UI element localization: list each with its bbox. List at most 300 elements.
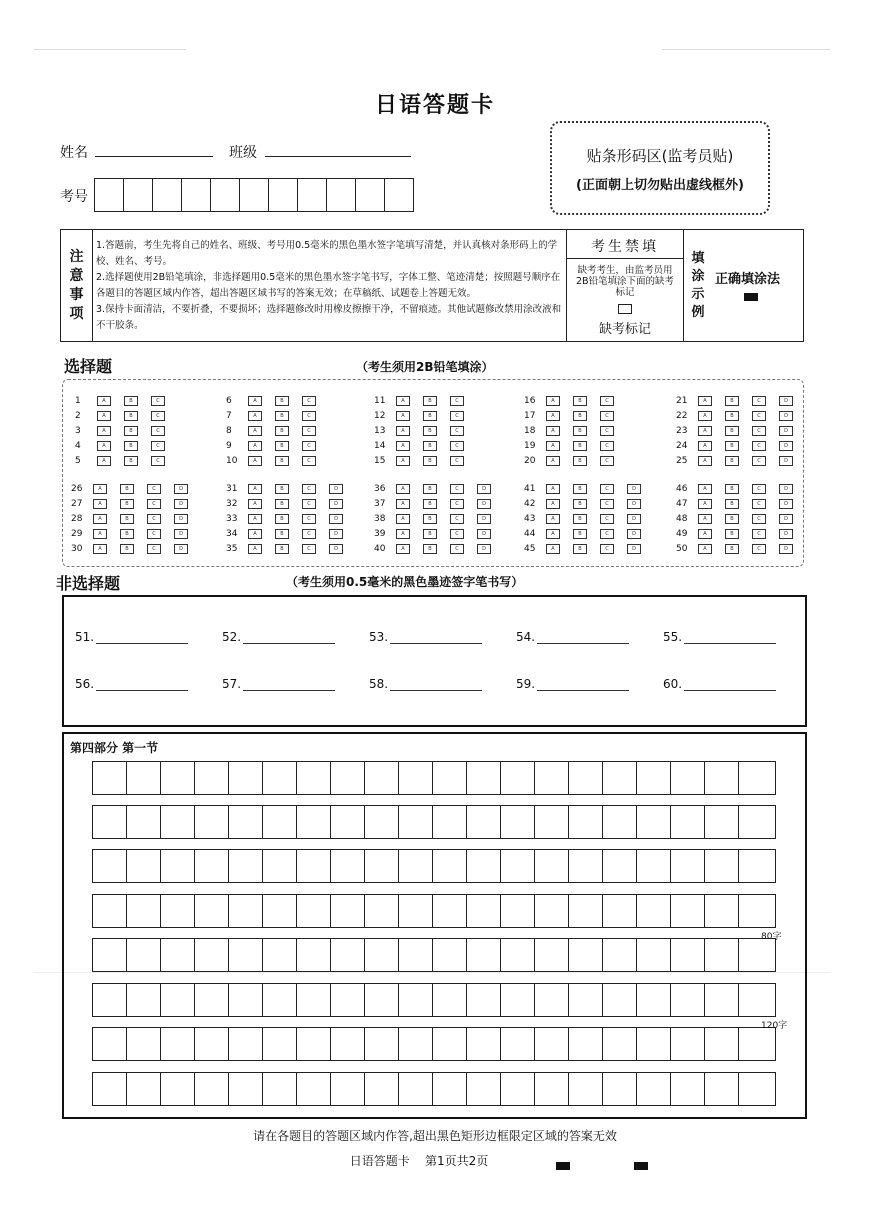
option-b-bubble[interactable]: B [573,441,587,451]
option-c-bubble[interactable]: C [147,499,161,509]
option-b-bubble[interactable]: B [423,411,437,421]
essay-cell[interactable] [195,939,229,971]
essay-cell[interactable] [331,984,365,1016]
essay-cell[interactable] [501,895,535,927]
essay-cell[interactable] [331,806,365,838]
essay-cell[interactable] [331,762,365,794]
option-d-bubble[interactable]: D [174,484,188,494]
essay-cell[interactable] [705,806,739,838]
essay-cell[interactable] [161,806,195,838]
answer-blank-56[interactable] [75,677,188,691]
answer-blank-59[interactable] [516,677,629,691]
essay-cell[interactable] [229,939,263,971]
essay-cell[interactable] [161,762,195,794]
option-a-bubble[interactable]: A [698,426,712,436]
essay-cell[interactable] [671,939,705,971]
option-c-bubble[interactable]: C [302,411,316,421]
essay-cell[interactable] [637,806,671,838]
option-c-bubble[interactable]: C [600,426,614,436]
option-a-bubble[interactable]: A [97,441,111,451]
option-b-bubble[interactable]: B [275,514,289,524]
option-b-bubble[interactable]: B [725,426,739,436]
essay-cell[interactable] [93,939,127,971]
essay-cell[interactable] [331,850,365,882]
option-c-bubble[interactable]: C [450,426,464,436]
essay-cell[interactable] [569,1028,603,1060]
essay-cell[interactable] [671,1028,705,1060]
option-a-bubble[interactable]: A [698,411,712,421]
essay-cell[interactable] [467,1073,501,1105]
option-b-bubble[interactable]: B [423,396,437,406]
option-a-bubble[interactable]: A [248,441,262,451]
option-d-bubble[interactable]: D [627,529,641,539]
option-d-bubble[interactable]: D [627,544,641,554]
option-a-bubble[interactable]: A [698,529,712,539]
essay-cell[interactable] [467,806,501,838]
option-c-bubble[interactable]: C [752,441,766,451]
option-a-bubble[interactable]: A [93,514,107,524]
option-c-bubble[interactable]: C [600,441,614,451]
option-b-bubble[interactable]: B [423,499,437,509]
option-a-bubble[interactable]: A [546,411,560,421]
essay-cell[interactable] [603,806,637,838]
essay-cell[interactable] [195,806,229,838]
essay-cell[interactable] [399,806,433,838]
essay-cell[interactable] [161,1073,195,1105]
essay-cell[interactable] [637,895,671,927]
essay-cell[interactable] [603,984,637,1016]
essay-cell[interactable] [739,895,772,927]
option-b-bubble[interactable]: B [275,484,289,494]
essay-cell[interactable] [229,850,263,882]
option-a-bubble[interactable]: A [396,411,410,421]
option-b-bubble[interactable]: B [124,456,138,466]
answer-line[interactable] [96,678,188,691]
option-d-bubble[interactable]: D [779,484,793,494]
option-b-bubble[interactable]: B [275,426,289,436]
essay-cell[interactable] [433,1073,467,1105]
option-c-bubble[interactable]: C [302,514,316,524]
essay-cell[interactable] [127,762,161,794]
essay-cell[interactable] [637,1073,671,1105]
option-b-bubble[interactable]: B [573,456,587,466]
essay-cell[interactable] [127,984,161,1016]
option-b-bubble[interactable]: B [725,411,739,421]
option-b-bubble[interactable]: B [275,411,289,421]
essay-cell[interactable] [127,806,161,838]
option-c-bubble[interactable]: C [151,426,165,436]
option-c-bubble[interactable]: C [752,396,766,406]
essay-cell[interactable] [399,895,433,927]
option-b-bubble[interactable]: B [423,456,437,466]
answer-line[interactable] [390,631,482,644]
essay-cell[interactable] [331,939,365,971]
option-d-bubble[interactable]: D [174,544,188,554]
option-b-bubble[interactable]: B [725,514,739,524]
option-b-bubble[interactable]: B [124,441,138,451]
essay-cell[interactable] [263,939,297,971]
option-c-bubble[interactable]: C [600,456,614,466]
option-b-bubble[interactable]: B [423,529,437,539]
answer-blank-60[interactable] [663,677,776,691]
option-c-bubble[interactable]: C [600,514,614,524]
essay-cell[interactable] [603,762,637,794]
option-c-bubble[interactable]: C [147,514,161,524]
essay-cell[interactable] [603,895,637,927]
option-c-bubble[interactable]: C [600,544,614,554]
essay-cell[interactable] [399,762,433,794]
class-field[interactable] [265,156,411,157]
option-d-bubble[interactable]: D [329,544,343,554]
essay-cell[interactable] [535,1028,569,1060]
essay-cell[interactable] [93,1028,127,1060]
option-a-bubble[interactable]: A [396,514,410,524]
essay-cell[interactable] [501,806,535,838]
essay-cell[interactable] [739,1073,772,1105]
essay-cell[interactable] [535,939,569,971]
essay-cell[interactable] [365,1028,399,1060]
essay-cell[interactable] [399,1028,433,1060]
option-d-bubble[interactable]: D [477,499,491,509]
essay-cell[interactable] [705,984,739,1016]
option-d-bubble[interactable]: D [329,514,343,524]
option-c-bubble[interactable]: C [147,544,161,554]
essay-cell[interactable] [535,895,569,927]
option-c-bubble[interactable]: C [450,544,464,554]
answer-blank-58[interactable] [369,677,482,691]
essay-cell[interactable] [297,984,331,1016]
essay-cell[interactable] [195,895,229,927]
option-a-bubble[interactable]: A [546,396,560,406]
option-a-bubble[interactable]: A [396,441,410,451]
option-a-bubble[interactable]: A [546,499,560,509]
option-a-bubble[interactable]: A [93,529,107,539]
option-d-bubble[interactable]: D [779,529,793,539]
answer-line[interactable] [684,678,776,691]
option-c-bubble[interactable]: C [600,529,614,539]
option-d-bubble[interactable]: D [779,544,793,554]
essay-cell[interactable] [705,939,739,971]
essay-cell[interactable] [739,1028,772,1060]
essay-cell[interactable] [263,806,297,838]
essay-cell[interactable] [161,984,195,1016]
essay-cell[interactable] [93,806,127,838]
essay-cell[interactable] [535,1073,569,1105]
option-a-bubble[interactable]: A [97,426,111,436]
essay-cell[interactable] [671,762,705,794]
option-a-bubble[interactable]: A [396,456,410,466]
option-c-bubble[interactable]: C [302,441,316,451]
option-a-bubble[interactable]: A [698,544,712,554]
essay-cell[interactable] [569,984,603,1016]
option-d-bubble[interactable]: D [477,529,491,539]
essay-cell[interactable] [467,850,501,882]
essay-cell[interactable] [331,895,365,927]
essay-cell[interactable] [161,1028,195,1060]
essay-cell[interactable] [739,762,772,794]
option-c-bubble[interactable]: C [600,484,614,494]
essay-cell[interactable] [637,850,671,882]
essay-cell[interactable] [671,806,705,838]
essay-cell[interactable] [637,984,671,1016]
option-b-bubble[interactable]: B [725,484,739,494]
option-a-bubble[interactable]: A [546,544,560,554]
essay-cell[interactable] [365,806,399,838]
option-b-bubble[interactable]: B [573,411,587,421]
essay-cell[interactable] [433,850,467,882]
option-a-bubble[interactable]: A [93,484,107,494]
option-c-bubble[interactable]: C [752,426,766,436]
essay-cell[interactable] [739,939,772,971]
option-b-bubble[interactable]: B [573,426,587,436]
option-a-bubble[interactable]: A [396,426,410,436]
essay-cell[interactable] [637,1028,671,1060]
essay-cell[interactable] [671,895,705,927]
answer-line[interactable] [243,631,335,644]
essay-cell[interactable] [535,806,569,838]
option-c-bubble[interactable]: C [302,426,316,436]
essay-cell[interactable] [297,1028,331,1060]
essay-cell[interactable] [467,895,501,927]
option-c-bubble[interactable]: C [450,514,464,524]
essay-cell[interactable] [195,1028,229,1060]
option-a-bubble[interactable]: A [546,529,560,539]
option-b-bubble[interactable]: B [573,529,587,539]
option-d-bubble[interactable]: D [779,441,793,451]
option-c-bubble[interactable]: C [752,544,766,554]
essay-cell[interactable] [229,1073,263,1105]
essay-cell[interactable] [161,850,195,882]
option-a-bubble[interactable]: A [93,499,107,509]
option-a-bubble[interactable]: A [97,396,111,406]
option-b-bubble[interactable]: B [573,396,587,406]
option-d-bubble[interactable]: D [477,544,491,554]
option-a-bubble[interactable]: A [248,396,262,406]
essay-cell[interactable] [433,895,467,927]
essay-cell[interactable] [603,939,637,971]
option-c-bubble[interactable]: C [600,499,614,509]
option-a-bubble[interactable]: A [97,411,111,421]
option-c-bubble[interactable]: C [450,411,464,421]
essay-cell[interactable] [297,939,331,971]
option-d-bubble[interactable]: D [329,484,343,494]
essay-cell[interactable] [603,1073,637,1105]
option-c-bubble[interactable]: C [302,544,316,554]
option-c-bubble[interactable]: C [151,441,165,451]
essay-cell[interactable] [229,762,263,794]
option-d-bubble[interactable]: D [627,484,641,494]
essay-cell[interactable] [739,850,772,882]
option-a-bubble[interactable]: A [248,499,262,509]
essay-cell[interactable] [433,984,467,1016]
essay-cell[interactable] [569,1073,603,1105]
essay-cell[interactable] [161,895,195,927]
essay-cell[interactable] [433,806,467,838]
essay-cell[interactable] [399,1073,433,1105]
option-a-bubble[interactable]: A [396,396,410,406]
option-a-bubble[interactable]: A [698,441,712,451]
option-a-bubble[interactable]: A [248,529,262,539]
essay-cell[interactable] [705,1073,739,1105]
option-b-bubble[interactable]: B [725,441,739,451]
option-b-bubble[interactable]: B [573,484,587,494]
essay-cell[interactable] [365,1073,399,1105]
option-b-bubble[interactable]: B [275,396,289,406]
option-a-bubble[interactable]: A [248,426,262,436]
essay-cell[interactable] [433,762,467,794]
option-d-bubble[interactable]: D [779,456,793,466]
option-b-bubble[interactable]: B [124,426,138,436]
essay-cell[interactable] [127,1073,161,1105]
essay-cell[interactable] [705,762,739,794]
essay-cell[interactable] [535,762,569,794]
option-b-bubble[interactable]: B [120,499,134,509]
essay-cell[interactable] [569,806,603,838]
name-field[interactable] [95,156,213,157]
option-a-bubble[interactable]: A [546,514,560,524]
essay-cell[interactable] [93,762,127,794]
essay-cell[interactable] [127,850,161,882]
essay-cell[interactable] [569,939,603,971]
essay-cell[interactable] [433,1028,467,1060]
option-a-bubble[interactable]: A [93,544,107,554]
essay-cell[interactable] [705,850,739,882]
option-b-bubble[interactable]: B [275,499,289,509]
option-a-bubble[interactable]: A [546,484,560,494]
essay-cell[interactable] [331,1028,365,1060]
option-b-bubble[interactable]: B [725,499,739,509]
essay-cell[interactable] [467,762,501,794]
option-d-bubble[interactable]: D [627,499,641,509]
essay-cell[interactable] [637,939,671,971]
option-d-bubble[interactable]: D [779,514,793,524]
option-c-bubble[interactable]: C [600,411,614,421]
option-a-bubble[interactable]: A [248,544,262,554]
essay-cell[interactable] [93,1073,127,1105]
option-b-bubble[interactable]: B [120,544,134,554]
essay-cell[interactable] [365,762,399,794]
essay-cell[interactable] [671,1073,705,1105]
essay-cell[interactable] [671,984,705,1016]
option-b-bubble[interactable]: B [275,456,289,466]
option-b-bubble[interactable]: B [573,514,587,524]
option-a-bubble[interactable]: A [396,544,410,554]
option-d-bubble[interactable]: D [779,411,793,421]
essay-cell[interactable] [297,850,331,882]
option-c-bubble[interactable]: C [302,499,316,509]
essay-cell[interactable] [263,850,297,882]
answer-line[interactable] [390,678,482,691]
option-a-bubble[interactable]: A [396,529,410,539]
option-b-bubble[interactable]: B [573,499,587,509]
essay-cell[interactable] [229,895,263,927]
essay-cell[interactable] [467,984,501,1016]
option-c-bubble[interactable]: C [151,456,165,466]
option-a-bubble[interactable]: A [698,499,712,509]
essay-cell[interactable] [263,762,297,794]
answer-blank-55[interactable] [663,630,776,644]
option-c-bubble[interactable]: C [302,529,316,539]
option-d-bubble[interactable]: D [627,514,641,524]
essay-cell[interactable] [127,939,161,971]
option-a-bubble[interactable]: A [396,499,410,509]
option-c-bubble[interactable]: C [450,484,464,494]
essay-cell[interactable] [127,895,161,927]
option-c-bubble[interactable]: C [450,529,464,539]
essay-cell[interactable] [229,1028,263,1060]
option-d-bubble[interactable]: D [477,514,491,524]
answer-blank-53[interactable] [369,630,482,644]
essay-cell[interactable] [195,762,229,794]
option-b-bubble[interactable]: B [573,544,587,554]
option-a-bubble[interactable]: A [698,514,712,524]
essay-cell[interactable] [93,895,127,927]
essay-cell[interactable] [569,762,603,794]
option-d-bubble[interactable]: D [779,426,793,436]
option-b-bubble[interactable]: B [124,411,138,421]
option-b-bubble[interactable]: B [725,544,739,554]
option-a-bubble[interactable]: A [546,426,560,436]
option-b-bubble[interactable]: B [120,484,134,494]
option-d-bubble[interactable]: D [477,484,491,494]
answer-line[interactable] [684,631,776,644]
option-d-bubble[interactable]: D [329,499,343,509]
essay-cell[interactable] [739,984,772,1016]
option-c-bubble[interactable]: C [151,396,165,406]
essay-cell[interactable] [195,984,229,1016]
option-a-bubble[interactable]: A [546,441,560,451]
essay-cell[interactable] [603,850,637,882]
essay-cell[interactable] [297,895,331,927]
option-b-bubble[interactable]: B [275,529,289,539]
essay-cell[interactable] [365,850,399,882]
essay-cell[interactable] [229,984,263,1016]
essay-cell[interactable] [705,1028,739,1060]
option-d-bubble[interactable]: D [779,396,793,406]
essay-cell[interactable] [263,895,297,927]
essay-cell[interactable] [535,984,569,1016]
essay-cell[interactable] [603,1028,637,1060]
essay-cell[interactable] [433,939,467,971]
option-a-bubble[interactable]: A [698,484,712,494]
option-a-bubble[interactable]: A [248,411,262,421]
option-b-bubble[interactable]: B [124,396,138,406]
option-d-bubble[interactable]: D [174,514,188,524]
option-a-bubble[interactable]: A [248,456,262,466]
answer-line[interactable] [96,631,188,644]
essay-cell[interactable] [365,984,399,1016]
option-b-bubble[interactable]: B [275,441,289,451]
option-a-bubble[interactable]: A [698,396,712,406]
answer-blank-52[interactable] [222,630,335,644]
essay-cell[interactable] [195,850,229,882]
essay-cell[interactable] [331,1073,365,1105]
essay-cell[interactable] [127,1028,161,1060]
essay-cell[interactable] [535,850,569,882]
option-d-bubble[interactable]: D [329,529,343,539]
option-b-bubble[interactable]: B [423,544,437,554]
option-c-bubble[interactable]: C [450,456,464,466]
option-c-bubble[interactable]: C [147,484,161,494]
option-c-bubble[interactable]: C [752,411,766,421]
option-b-bubble[interactable]: B [423,514,437,524]
essay-cell[interactable] [263,1028,297,1060]
option-b-bubble[interactable]: B [423,426,437,436]
essay-cell[interactable] [501,762,535,794]
essay-cell[interactable] [501,850,535,882]
essay-cell[interactable] [399,850,433,882]
option-c-bubble[interactable]: C [600,396,614,406]
